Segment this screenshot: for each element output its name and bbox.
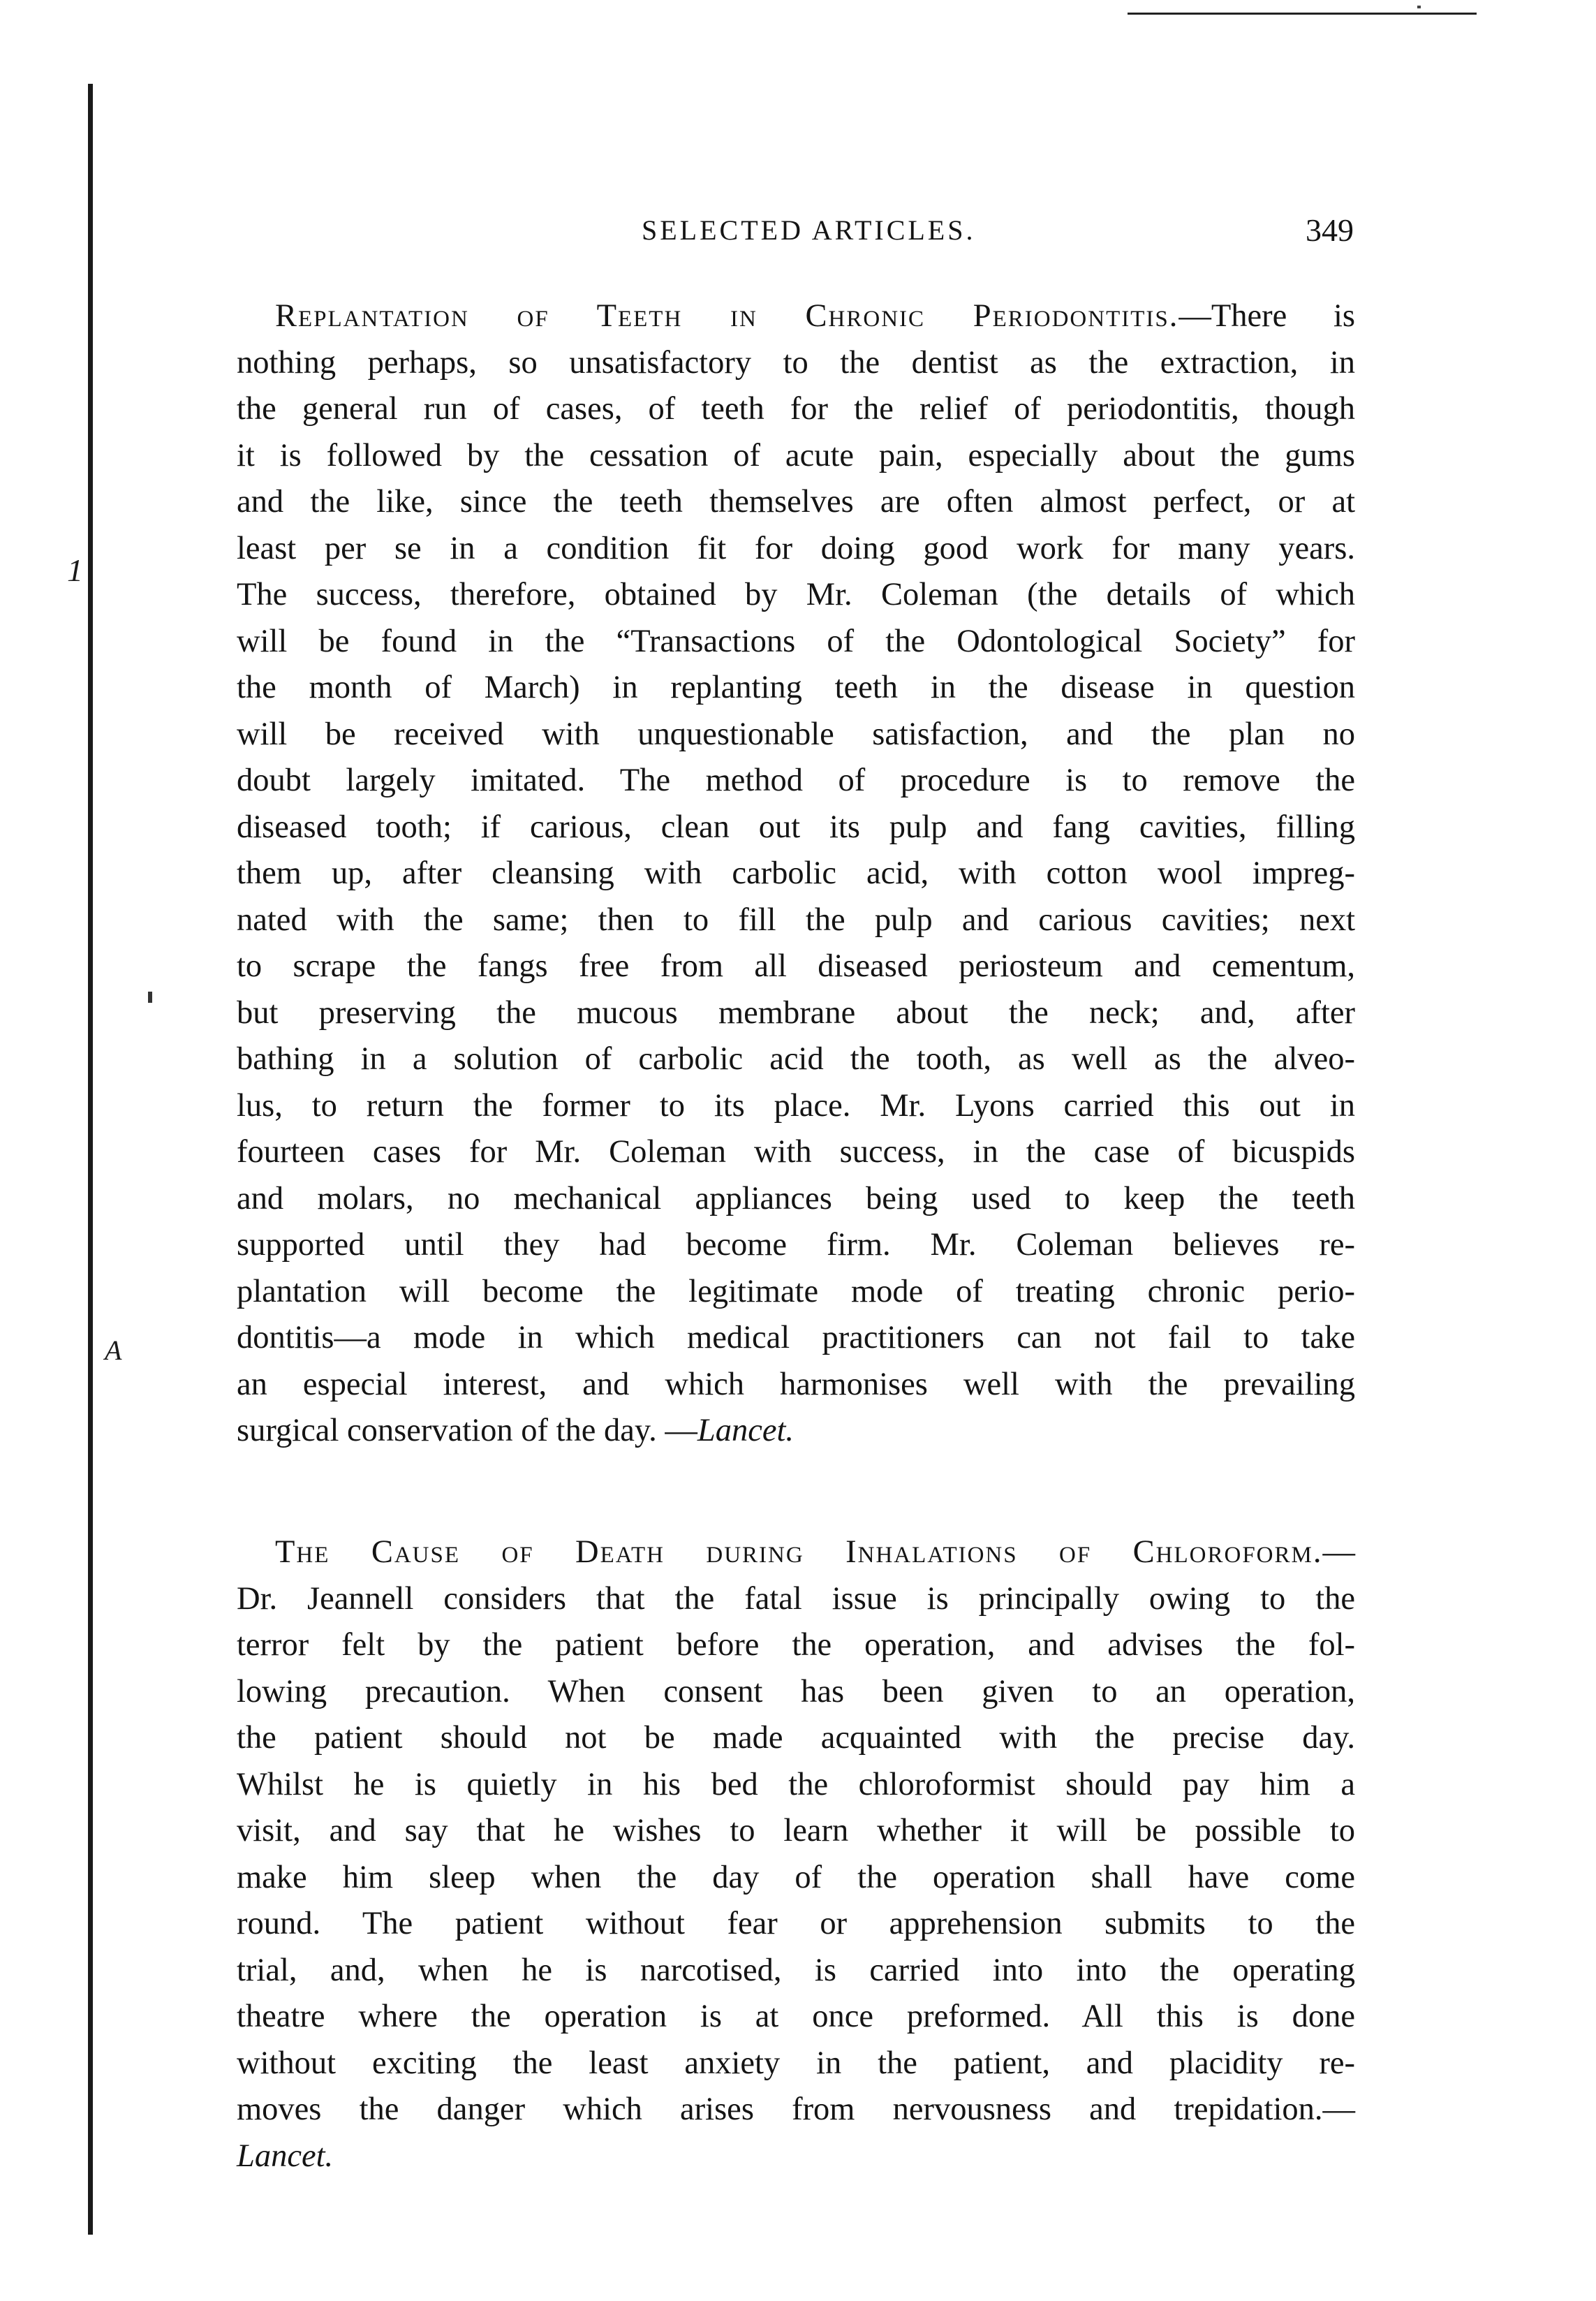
article-chloroform <box>237 1529 1355 2179</box>
article-line: moves the danger which arises from nervousness and trepidation.— <box>237 2092 1355 2127</box>
article-line: Whilst he is quietly in his bed the chloroformist should pay him a <box>237 1766 1355 1802</box>
article-line: terror felt by the patient before the operation, and advises the fol- <box>237 1627 1355 1663</box>
article-line: make him sleep when the day of the operation shall have come <box>237 1859 1355 1895</box>
article-line: surgical conservation of the day. —Lancet. <box>237 1413 795 1448</box>
article-line: visit, and say that he wishes to learn whether it will be possible to <box>237 1813 1355 1848</box>
article-line: nated with the same; then to fill the pulp and carious cavities; next <box>237 902 1355 938</box>
article-line: diseased tooth; if carious, clean out its pulp and fang cavities, filling <box>237 809 1355 845</box>
article-title: The Cause of Death during Inhalations of Chloroform. <box>275 1534 1323 1570</box>
article-line: dontitis—a mode in which medical practitioners can not fail to take <box>237 1320 1355 1355</box>
margin-tick <box>148 992 152 1003</box>
article-line: The Cause of Death during Inhalations of Chloroform.— <box>237 1529 1355 1576</box>
article-replantation <box>237 293 1355 1455</box>
article-line: an especial interest, and which harmonises well with the prevailing <box>237 1366 1355 1402</box>
top-rule-dot <box>1417 6 1421 8</box>
article-line: without exciting the least anxiety in the patient, and placidity re- <box>237 2045 1355 2081</box>
article-line: but preserving the mucous membrane about the neck; and, after <box>237 994 1355 1031</box>
article-title: Replantation of Teeth in Chronic Periodontitis. <box>275 298 1179 334</box>
margin-mark-bottom: A <box>105 1335 122 1366</box>
article-line: the month of March) in replanting teeth in the disease in question <box>237 670 1355 705</box>
article-line: doubt largely imitated. The method of procedure is to remove the <box>237 763 1355 798</box>
article-line: will be received with unquestionable satisfaction, and the plan no <box>237 716 1355 752</box>
article-line: Dr. Jeannell considers that the fatal issue is principally owing to the <box>237 1580 1355 1617</box>
article-line: fourteen cases for Mr. Coleman with success, in the case of bicuspids <box>237 1134 1355 1170</box>
running-head <box>237 209 1354 251</box>
article-line: it is followed by the cessation of acute pain, especially about the gums <box>237 437 1355 473</box>
article-line: theatre where the operation is at once preformed. All this is done <box>237 1999 1355 2034</box>
article-line: to scrape the fangs free from all diseased periosteum and cementum, <box>237 948 1355 984</box>
margin-mark-top: 1 <box>67 552 83 588</box>
margin-rule <box>88 84 93 2235</box>
article-line: The success, therefore, obtained by Mr. Coleman (the details of which <box>237 577 1355 612</box>
article-line: Replantation of Teeth in Chronic Periodontitis.—There is <box>237 293 1355 340</box>
source-citation: Lancet. <box>697 1413 795 1448</box>
article-line: lus, to return the former to its place. Mr. Lyons carried this out in <box>237 1087 1355 1124</box>
article-line: will be found in the “Transactions of the Odontological Society” for <box>237 623 1355 659</box>
article-line <box>237 2133 1355 2180</box>
article-line: supported until they had become firm. Mr. Coleman believes re- <box>237 1227 1355 1263</box>
article-line: round. The patient without fear or apprehension submits to the <box>237 1906 1355 1941</box>
source-citation: Lancet. <box>237 2138 334 2174</box>
article-line: bathing in a solution of carbolic acid the tooth, as well as the alveo- <box>237 1041 1355 1077</box>
article-line: trial, and, when he is narcotised, is carried into into the operating <box>237 1952 1355 1988</box>
article-line: the general run of cases, of teeth for the relief of periodontitis, though <box>237 391 1355 427</box>
article-line: plantation will become the legitimate mode of treating chronic perio- <box>237 1273 1355 1309</box>
page-number: 349 <box>1306 212 1354 248</box>
article-line: lowing precaution. When consent has been given to an operation, <box>237 1673 1355 1710</box>
article-line: and molars, no mechanical appliances being used to keep the teeth <box>237 1180 1355 1216</box>
article-line: nothing perhaps, so unsatisfactory to the dentist as the extraction, in <box>237 344 1355 381</box>
article-line: the patient should not be made acquainted with the precise day. <box>237 1720 1355 1756</box>
article-line: least per se in a condition fit for doing good work for many years. <box>237 530 1355 566</box>
top-rule <box>1128 13 1477 15</box>
article-line: and the like, since the teeth themselves are often almost perfect, or at <box>237 484 1355 520</box>
article-line: them up, after cleansing with carbolic acid, with cotton wool impreg- <box>237 855 1355 891</box>
running-title: SELECTED ARTICLES. <box>642 214 976 246</box>
